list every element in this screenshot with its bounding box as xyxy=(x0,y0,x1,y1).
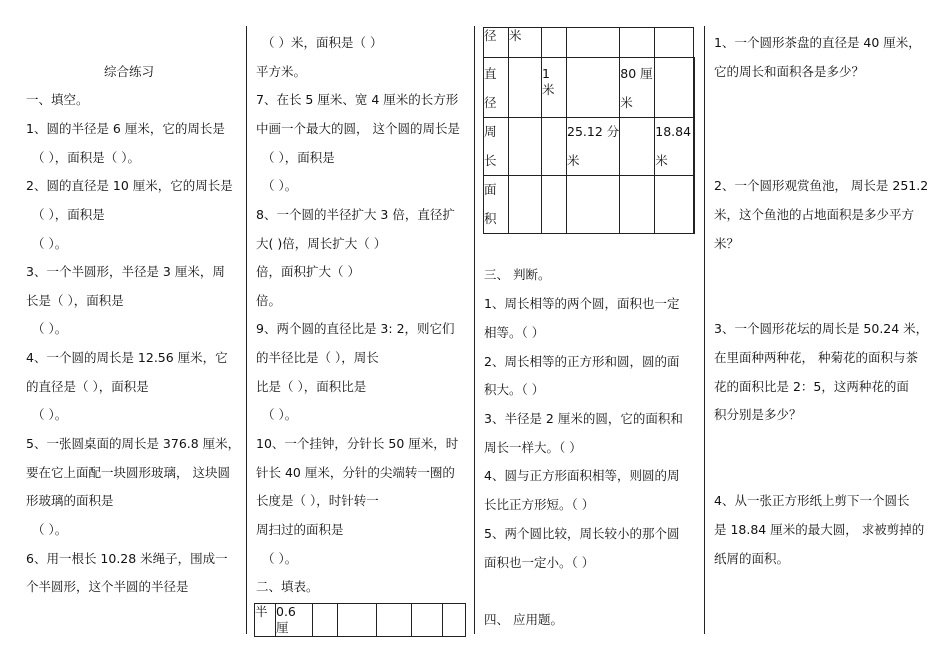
table-cell xyxy=(567,118,620,176)
column-divider-1 xyxy=(246,26,247,634)
question-text: 要在它上面配一块圆形玻璃， 这块圆 xyxy=(26,465,230,480)
table-label-text: 积 xyxy=(484,211,497,226)
table-cell xyxy=(509,118,542,176)
table-cell xyxy=(542,28,567,58)
table-cell xyxy=(620,118,655,176)
question-text: 是 18.84 厘米的最大圆， 求被剪掉的 xyxy=(714,522,925,537)
table-cell xyxy=(620,28,655,58)
question-text: 8、一个圆的半径扩大 3 倍，直径扩 xyxy=(256,207,455,222)
table-cell xyxy=(542,176,567,234)
table-cell: 径 xyxy=(484,28,509,58)
question-text: 4、从一张正方形纸上剪下一个圆长 xyxy=(714,493,910,508)
question-text: 大( )倍，周长扩大（ ） xyxy=(256,236,387,251)
question-text: （ ）。 xyxy=(262,551,298,566)
table-label-text: 面 xyxy=(484,182,497,197)
table-cell xyxy=(338,604,377,637)
table-cell xyxy=(620,176,655,234)
table-row-label xyxy=(484,118,509,176)
column-divider-2 xyxy=(474,26,475,634)
question-text: 面积也一定小。（ ） xyxy=(484,555,595,570)
question-text: 周扫过的面积是 xyxy=(256,522,344,537)
question-text: 纸屑的面积。 xyxy=(714,551,790,566)
question-text: （ ）米，面积是（ ） xyxy=(262,35,383,50)
table-cell: 0.6 厘 xyxy=(276,604,313,637)
question-text: 积大。（ ） xyxy=(484,382,545,397)
question-text: 中画一个最大的圆， 这个圆的周长是 xyxy=(256,121,460,136)
question-text: 的半径比是（ ），周长 xyxy=(256,350,379,365)
question-text: （ ）。 xyxy=(262,178,298,193)
table-cell-text: 18.84 xyxy=(655,124,692,139)
table-cell-text: 25.12 分 xyxy=(567,124,620,139)
question-text: 9、两个圆的直径比是 3: 2，则它们 xyxy=(256,321,455,336)
table-cell xyxy=(443,604,466,637)
question-text: 3、半径是 2 厘米的圆，它的面积和 xyxy=(484,411,683,426)
table-row-label xyxy=(484,58,509,118)
question-text: 4、一个圆的周长是 12.56 厘米，它 xyxy=(26,350,228,365)
question-text: （ ）。 xyxy=(32,522,68,537)
question-text: 2、一个圆形观赏鱼池， 周长是 251.2 xyxy=(714,178,929,193)
question-text: 的直径是（ ），面积是 xyxy=(26,379,149,394)
question-text: 4、圆与正方形面积相等，则圆的周 xyxy=(484,468,680,483)
table-cell-text: 1 米 xyxy=(542,66,555,97)
question-text: 在里面种两种花， 种菊花的面积与茶 xyxy=(714,350,918,365)
fill-table-part-1 xyxy=(254,603,466,637)
table-cell xyxy=(567,58,620,118)
question-text: 5、两个圆比较，周长较小的那个圆 xyxy=(484,526,680,541)
question-text: 相等。（ ） xyxy=(484,325,545,340)
question-text: 7、在长 5 厘米、宽 4 厘米的长方形 xyxy=(256,92,459,107)
question-text: 1、周长相等的两个圆，面积也一定 xyxy=(484,296,680,311)
question-text: 10、一个挂钟，分针长 50 厘米，时 xyxy=(256,436,459,451)
question-text: 长度是（ ），时针转一 xyxy=(256,493,379,508)
table-cell xyxy=(412,604,443,637)
table-cell xyxy=(313,604,338,637)
question-text: （ ），面积是 xyxy=(262,150,335,165)
table-cell xyxy=(655,118,694,176)
column-divider-3 xyxy=(704,26,705,634)
question-text: （ ），面积是（ ）。 xyxy=(32,150,140,165)
question-text: 积分别是多少？ xyxy=(714,407,802,422)
section-application: 四、 应用题。 xyxy=(484,612,563,627)
table-cell-text: 米 xyxy=(655,153,668,168)
question-text: 1、圆的半径是 6 厘米，它的周长是 xyxy=(26,121,225,136)
question-text: 3、一个半圆形，半径是 3 厘米，周 xyxy=(26,264,225,279)
table-cell xyxy=(655,176,694,234)
question-text: 长比正方形短。（ ） xyxy=(484,497,595,512)
table-cell: 米 xyxy=(509,28,542,58)
table-cell xyxy=(693,118,694,176)
table-label-text: 径 xyxy=(484,95,497,110)
question-text: 6、用一根长 10.28 米绳子，围成一 xyxy=(26,551,228,566)
table-cell xyxy=(509,58,542,118)
table-label-text: 周 xyxy=(484,124,497,139)
table-cell-text: 米 xyxy=(567,153,580,168)
table-cell xyxy=(655,58,694,118)
table-label-text: 直 xyxy=(484,66,497,81)
table-cell-text: 米 xyxy=(620,95,633,110)
page-title: 综合练习 xyxy=(104,64,155,79)
question-text: 3、一个圆形花坛的周长是 50.24 米， xyxy=(714,321,929,336)
question-text: （ ）。 xyxy=(262,407,298,422)
question-text: 米？ xyxy=(714,236,740,251)
question-text: （ ）。 xyxy=(32,321,68,336)
table-cell xyxy=(542,118,567,176)
question-text: 5、一张圆桌面的周长是 376.8 厘米， xyxy=(26,436,241,451)
question-text: 针长 40 厘米，分针的尖端转一圈的 xyxy=(256,465,455,480)
question-text: 花的面积比是 2：5，这两种花的面 xyxy=(714,379,909,394)
question-text: 倍，面积扩大（ ） xyxy=(256,264,360,279)
table-label-text: 长 xyxy=(484,153,497,168)
table-cell: 半 xyxy=(255,604,276,637)
section-fill-table: 二、填表。 xyxy=(256,579,319,594)
table-cell xyxy=(542,58,567,118)
question-text: 2、周长相等的正方形和圆，圆的面 xyxy=(484,354,680,369)
table-row-label xyxy=(484,176,509,234)
table-cell xyxy=(620,58,655,118)
question-text: 倍。 xyxy=(256,293,282,308)
question-text: 比是（ ），面积比是 xyxy=(256,379,367,394)
table-cell xyxy=(509,176,542,234)
question-text: 平方米。 xyxy=(256,64,307,79)
question-text: 2、圆的直径是 10 厘米，它的周长是 xyxy=(26,178,233,193)
question-text: 它的周长和面积各是多少？ xyxy=(714,64,865,79)
table-cell xyxy=(567,176,620,234)
table-cell-text: 80 厘 xyxy=(620,66,653,81)
table-cell xyxy=(567,28,620,58)
table-cell xyxy=(655,28,694,58)
question-text: 1、一个圆形茶盘的直径是 40 厘米， xyxy=(714,35,921,50)
question-text: 周长一样大。（ ） xyxy=(484,440,582,455)
section-fill-blank: 一、填空。 xyxy=(26,92,89,107)
question-text: 形玻璃的面积是 xyxy=(26,493,114,508)
table-cell xyxy=(377,604,412,637)
question-text: （ ）。 xyxy=(32,407,68,422)
question-text: 米，这个鱼池的占地面积是多少平方 xyxy=(714,207,915,222)
question-text: 个半圆形，这个半圆的半径是 xyxy=(26,579,189,594)
section-judgement: 三、 判断。 xyxy=(484,267,551,282)
table-cell xyxy=(693,58,694,118)
question-text: （ ）。 xyxy=(32,236,68,251)
table-cell xyxy=(693,176,694,234)
fill-table-part-2 xyxy=(483,27,695,234)
question-text: 长是（ ），面积是 xyxy=(26,293,124,308)
question-text: （ ），面积是 xyxy=(32,207,105,222)
